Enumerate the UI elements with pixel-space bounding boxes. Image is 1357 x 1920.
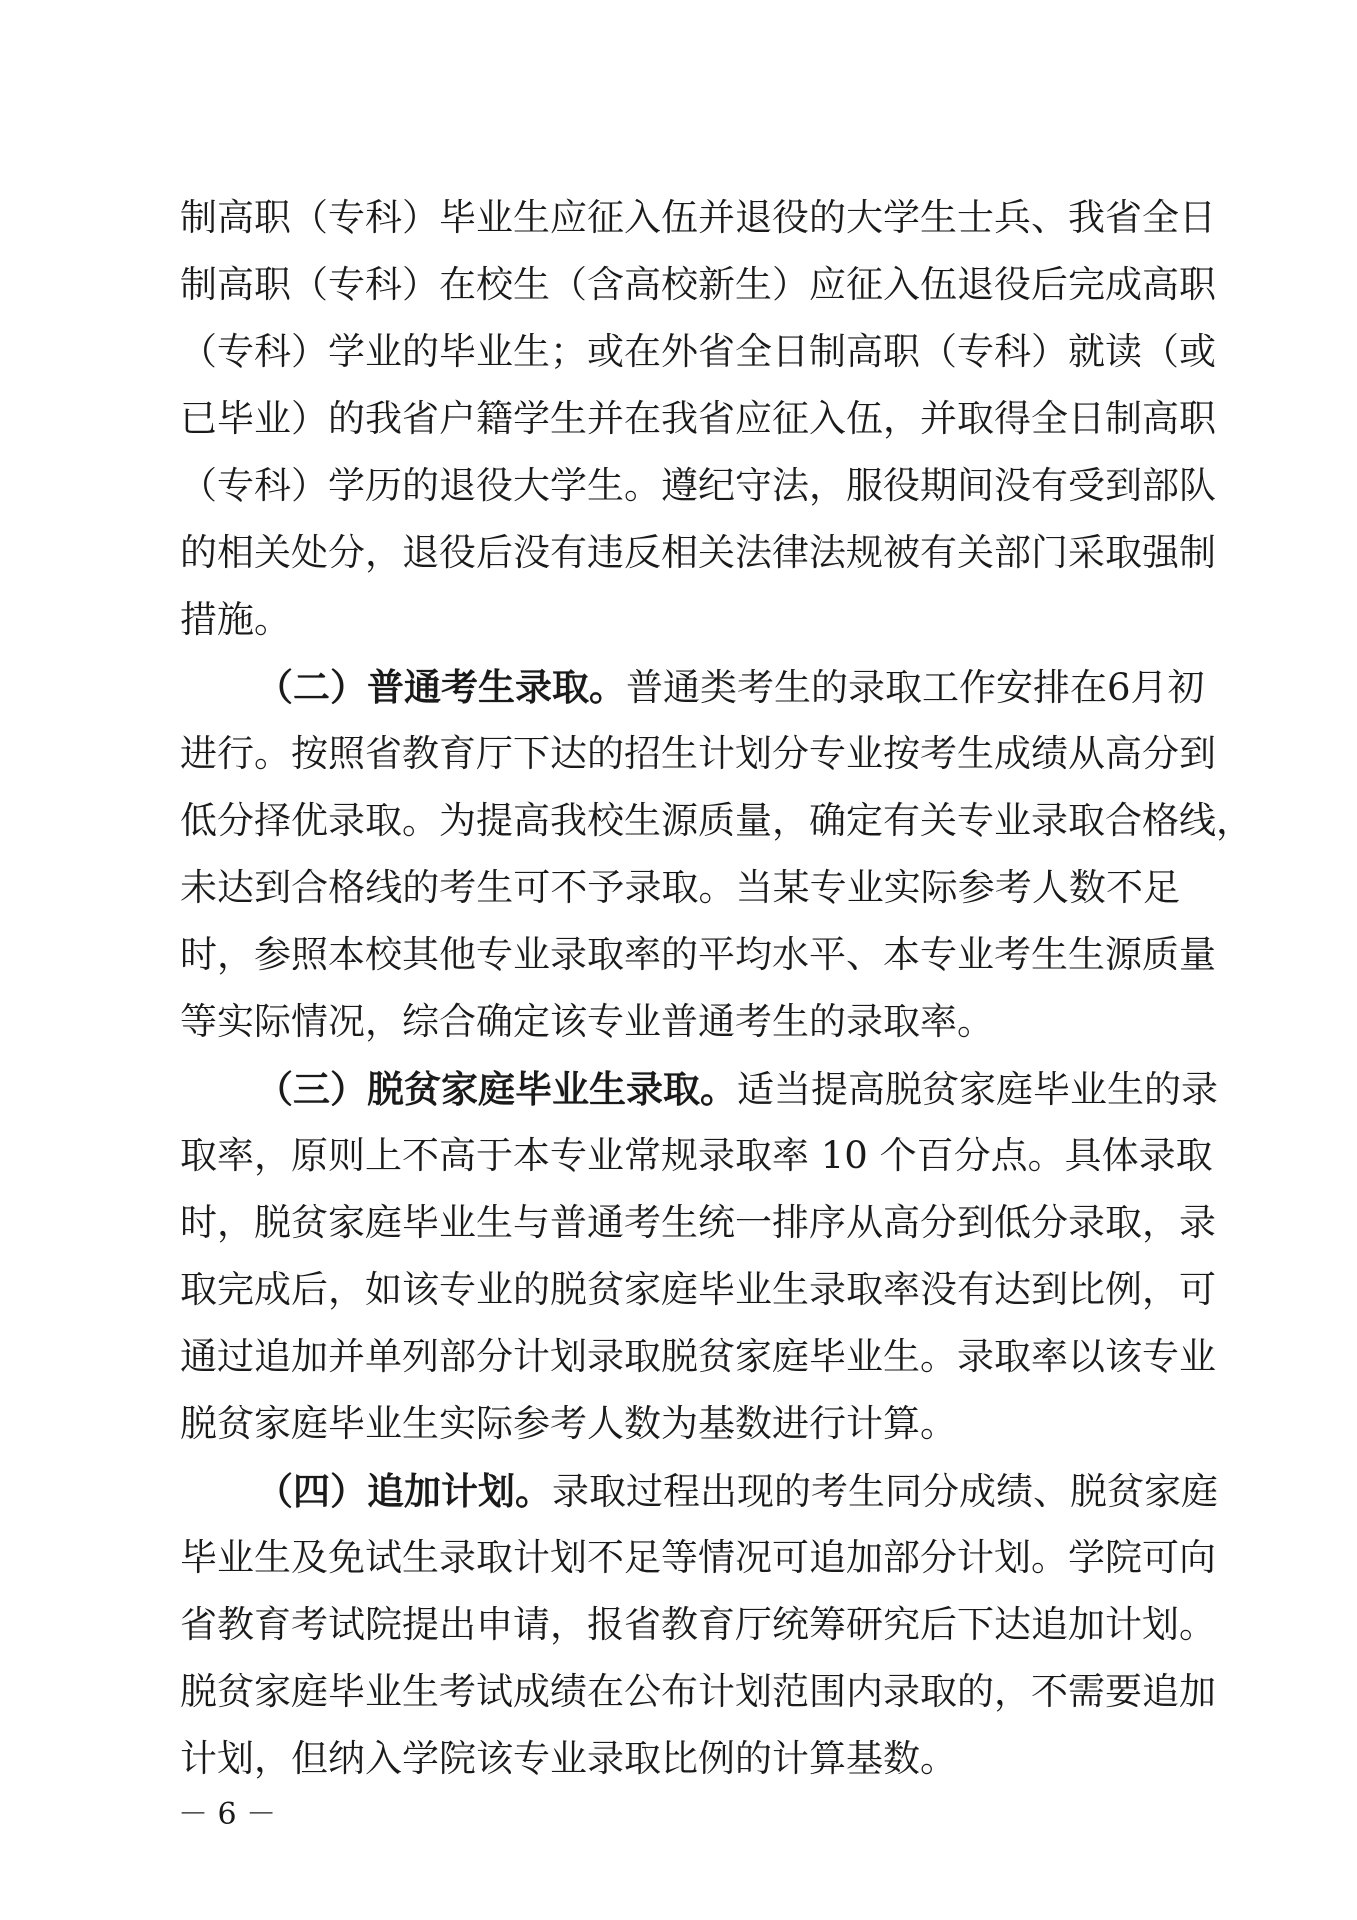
paragraph-line: 时，参照本校其他专业录取率的平均水平、本专业考生生源质量 bbox=[180, 933, 1216, 976]
page-number: － 6 － bbox=[178, 1797, 277, 1832]
section-text: 普通类考生的录取工作安排在6月初 bbox=[626, 666, 1205, 709]
paragraph-line: 的相关处分，退役后没有违反相关法律法规被有关部门采取强制 bbox=[180, 531, 1216, 574]
paragraph-line: 通过追加并单列部分计划录取脱贫家庭毕业生。录取率以该专业 bbox=[180, 1335, 1216, 1378]
paragraph-line: 脱贫家庭毕业生实际参考人数为基数进行计算。 bbox=[180, 1402, 957, 1445]
paragraph-line: 未达到合格线的考生可不予录取。当某专业实际参考人数不足 bbox=[180, 866, 1180, 909]
section-four-first-line bbox=[256, 1457, 1218, 1525]
paragraph-line: 低分择优录取。为提高我校生源质量，确定有关专业录取合格线， bbox=[180, 799, 1253, 842]
paragraph-line: 制高职（专科）毕业生应征入伍并退役的大学生士兵、我省全日 bbox=[180, 196, 1216, 239]
paragraph-line: 取完成后，如该专业的脱贫家庭毕业生录取率没有达到比例，可 bbox=[180, 1268, 1216, 1311]
section-heading: （三）脱贫家庭毕业生录取。 bbox=[256, 1067, 737, 1111]
paragraph-line: 计划，但纳入学院该专业录取比例的计算基数。 bbox=[180, 1737, 957, 1780]
section-two-first-line bbox=[256, 653, 1205, 721]
section-three-first-line bbox=[256, 1055, 1218, 1123]
paragraph-line: 时，脱贫家庭毕业生与普通考生统一排序从高分到低分录取，录 bbox=[180, 1201, 1216, 1244]
paragraph-line: 毕业生及免试生录取计划不足等情况可追加部分计划。学院可向 bbox=[180, 1536, 1216, 1579]
section-heading: （四）追加计划。 bbox=[256, 1469, 552, 1513]
paragraph-line: 进行。按照省教育厅下达的招生计划分专业按考生成绩从高分到 bbox=[180, 732, 1216, 775]
section-heading: （二）普通考生录取。 bbox=[256, 665, 626, 709]
section-text: 录取过程出现的考生同分成绩、脱贫家庭 bbox=[552, 1470, 1218, 1513]
paragraph-line: 措施。 bbox=[180, 598, 291, 641]
section-text: 适当提高脱贫家庭毕业生的录 bbox=[737, 1068, 1218, 1111]
paragraph-line: 等实际情况，综合确定该专业普通考生的录取率。 bbox=[180, 1000, 994, 1043]
paragraph-line: 制高职（专科）在校生（含高校新生）应征入伍退役后完成高职 bbox=[180, 263, 1216, 306]
paragraph-line: （专科）学历的退役大学生。遵纪守法，服役期间没有受到部队 bbox=[180, 464, 1216, 507]
paragraph-line: 省教育考试院提出申请，报省教育厅统筹研究后下达追加计划。 bbox=[180, 1603, 1216, 1646]
paragraph-line: 取率，原则上不高于本专业常规录取率 10 个百分点。具体录取 bbox=[180, 1134, 1213, 1177]
paragraph-line: （专科）学业的毕业生；或在外省全日制高职（专科）就读（或 bbox=[180, 330, 1216, 373]
paragraph-line: 脱贫家庭毕业生考试成绩在公布计划范围内录取的，不需要追加 bbox=[180, 1670, 1216, 1713]
paragraph-line: 已毕业）的我省户籍学生并在我省应征入伍，并取得全日制高职 bbox=[180, 397, 1216, 440]
